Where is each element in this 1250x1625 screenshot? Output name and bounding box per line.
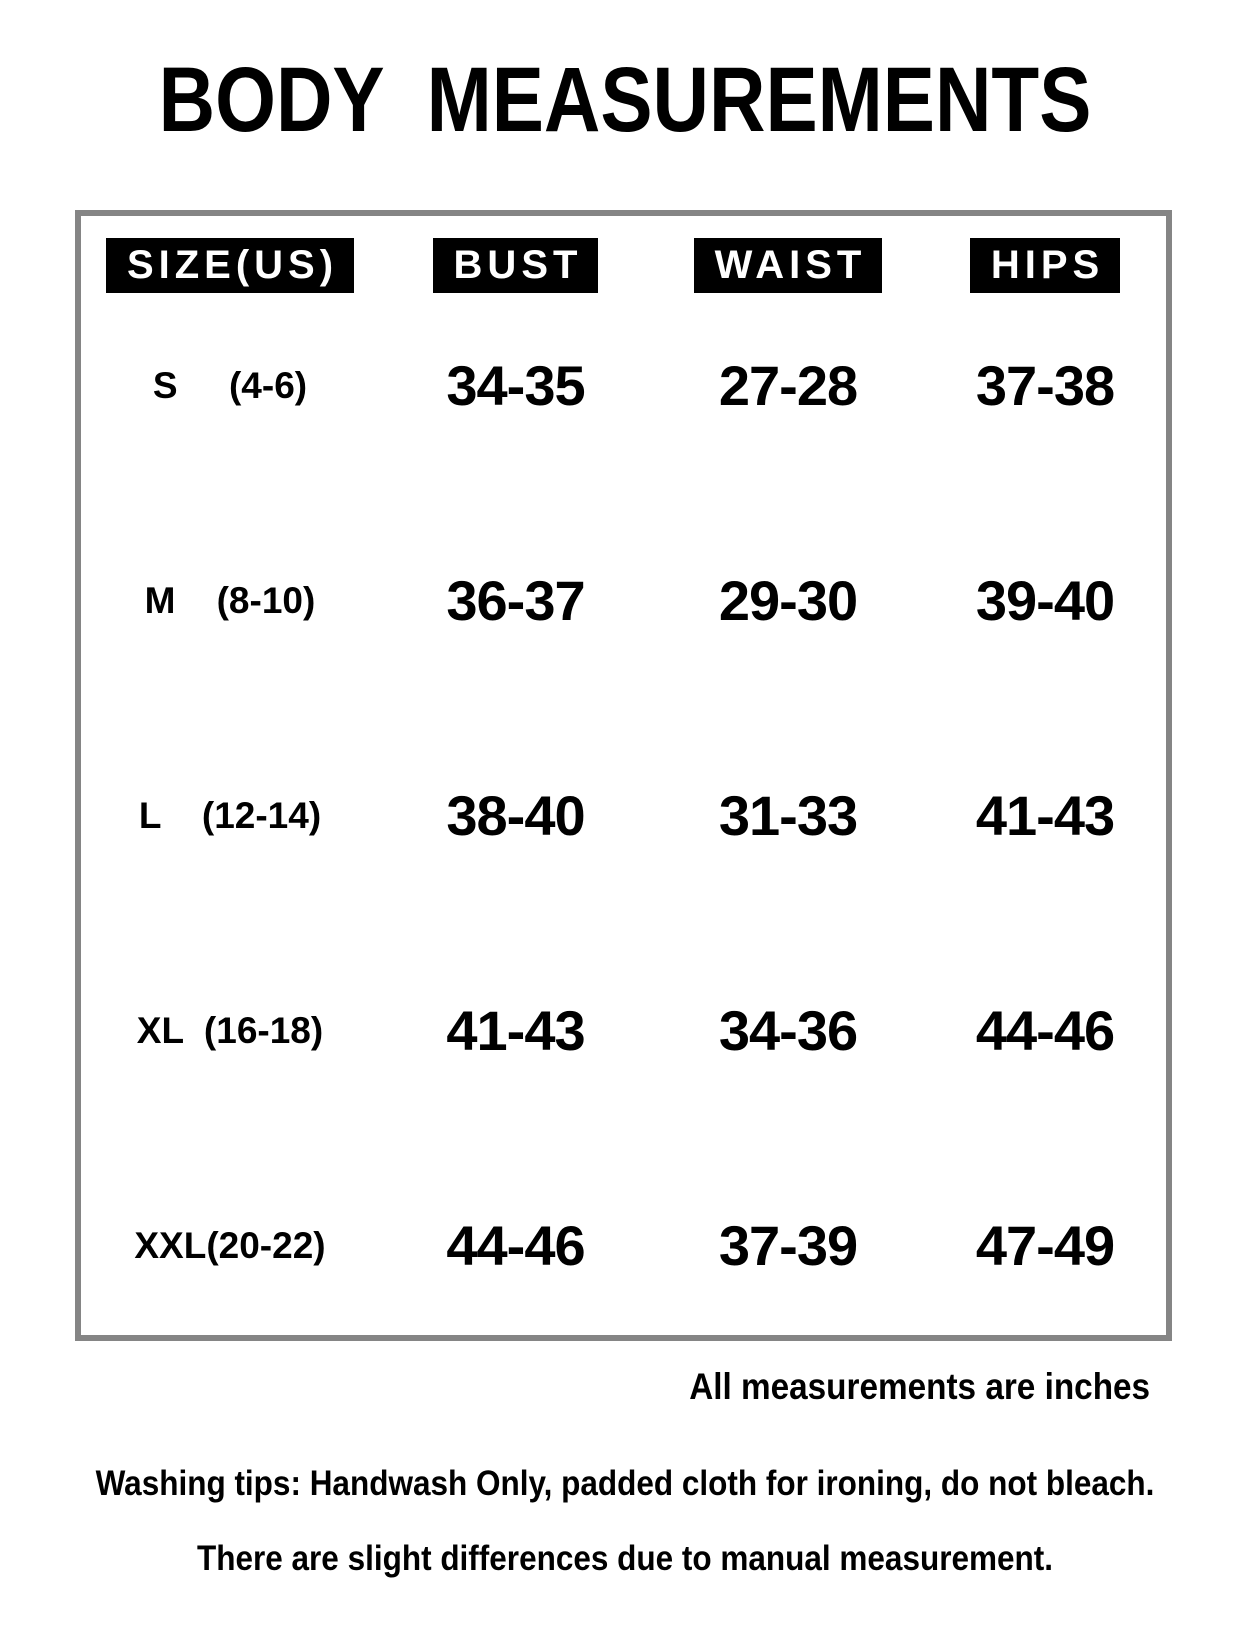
hips-cell: 44-46 bbox=[975, 999, 1115, 1062]
hips-cell: 39-40 bbox=[975, 569, 1115, 632]
bust-cell: 36-37 bbox=[446, 569, 585, 632]
waist-cell: 31-33 bbox=[718, 784, 858, 847]
hips-cell: 41-43 bbox=[975, 784, 1115, 847]
tolerance-note-line: There are slight differences due to manual measurement. bbox=[196, 1539, 1054, 1578]
header-label-hips: HIPS bbox=[970, 238, 1120, 293]
washing-tips-line: Washing tips: Handwash Only, padded cloth for ironing, do not bleach. bbox=[95, 1464, 1155, 1503]
header-label-waist: WAIST bbox=[694, 238, 883, 293]
table-header-row bbox=[81, 238, 1166, 293]
bust-cell: 38-40 bbox=[446, 784, 585, 847]
bust-cell: 34-35 bbox=[446, 354, 585, 417]
waist-cell: 34-36 bbox=[718, 999, 858, 1062]
hips-cell: 47-49 bbox=[975, 1214, 1115, 1277]
size-cell: XXL(20-22) bbox=[134, 1225, 326, 1266]
waist-cell: 27-28 bbox=[718, 354, 858, 417]
header-cell-bust bbox=[433, 238, 599, 293]
header-cell-hips bbox=[970, 238, 1120, 293]
size-cell: S (4-6) bbox=[152, 365, 308, 406]
table-row-xl bbox=[81, 938, 1166, 1153]
table-row-l bbox=[81, 723, 1166, 938]
table-row-s bbox=[81, 293, 1166, 508]
body-measurements-table bbox=[75, 210, 1172, 1341]
bust-cell: 44-46 bbox=[446, 1214, 585, 1277]
size-cell: XL (16-18) bbox=[136, 1010, 324, 1051]
table-row-m bbox=[81, 508, 1166, 723]
waist-cell: 29-30 bbox=[718, 569, 858, 632]
hips-cell: 37-38 bbox=[975, 354, 1115, 417]
header-cell-waist bbox=[694, 238, 883, 293]
header-label-bust: BUST bbox=[433, 238, 599, 293]
header-label-size-us: SIZE(US) bbox=[106, 238, 354, 293]
units-note: All measurements are inches bbox=[689, 1366, 1150, 1407]
size-cell: M (8-10) bbox=[144, 580, 316, 621]
size-cell: L (12-14) bbox=[138, 795, 322, 836]
table-row-xxl bbox=[81, 1153, 1166, 1341]
header-cell-size bbox=[106, 238, 354, 293]
bust-cell: 41-43 bbox=[446, 999, 585, 1062]
waist-cell: 37-39 bbox=[718, 1214, 858, 1277]
page-title: BODY MEASUREMENTS bbox=[158, 49, 1092, 151]
